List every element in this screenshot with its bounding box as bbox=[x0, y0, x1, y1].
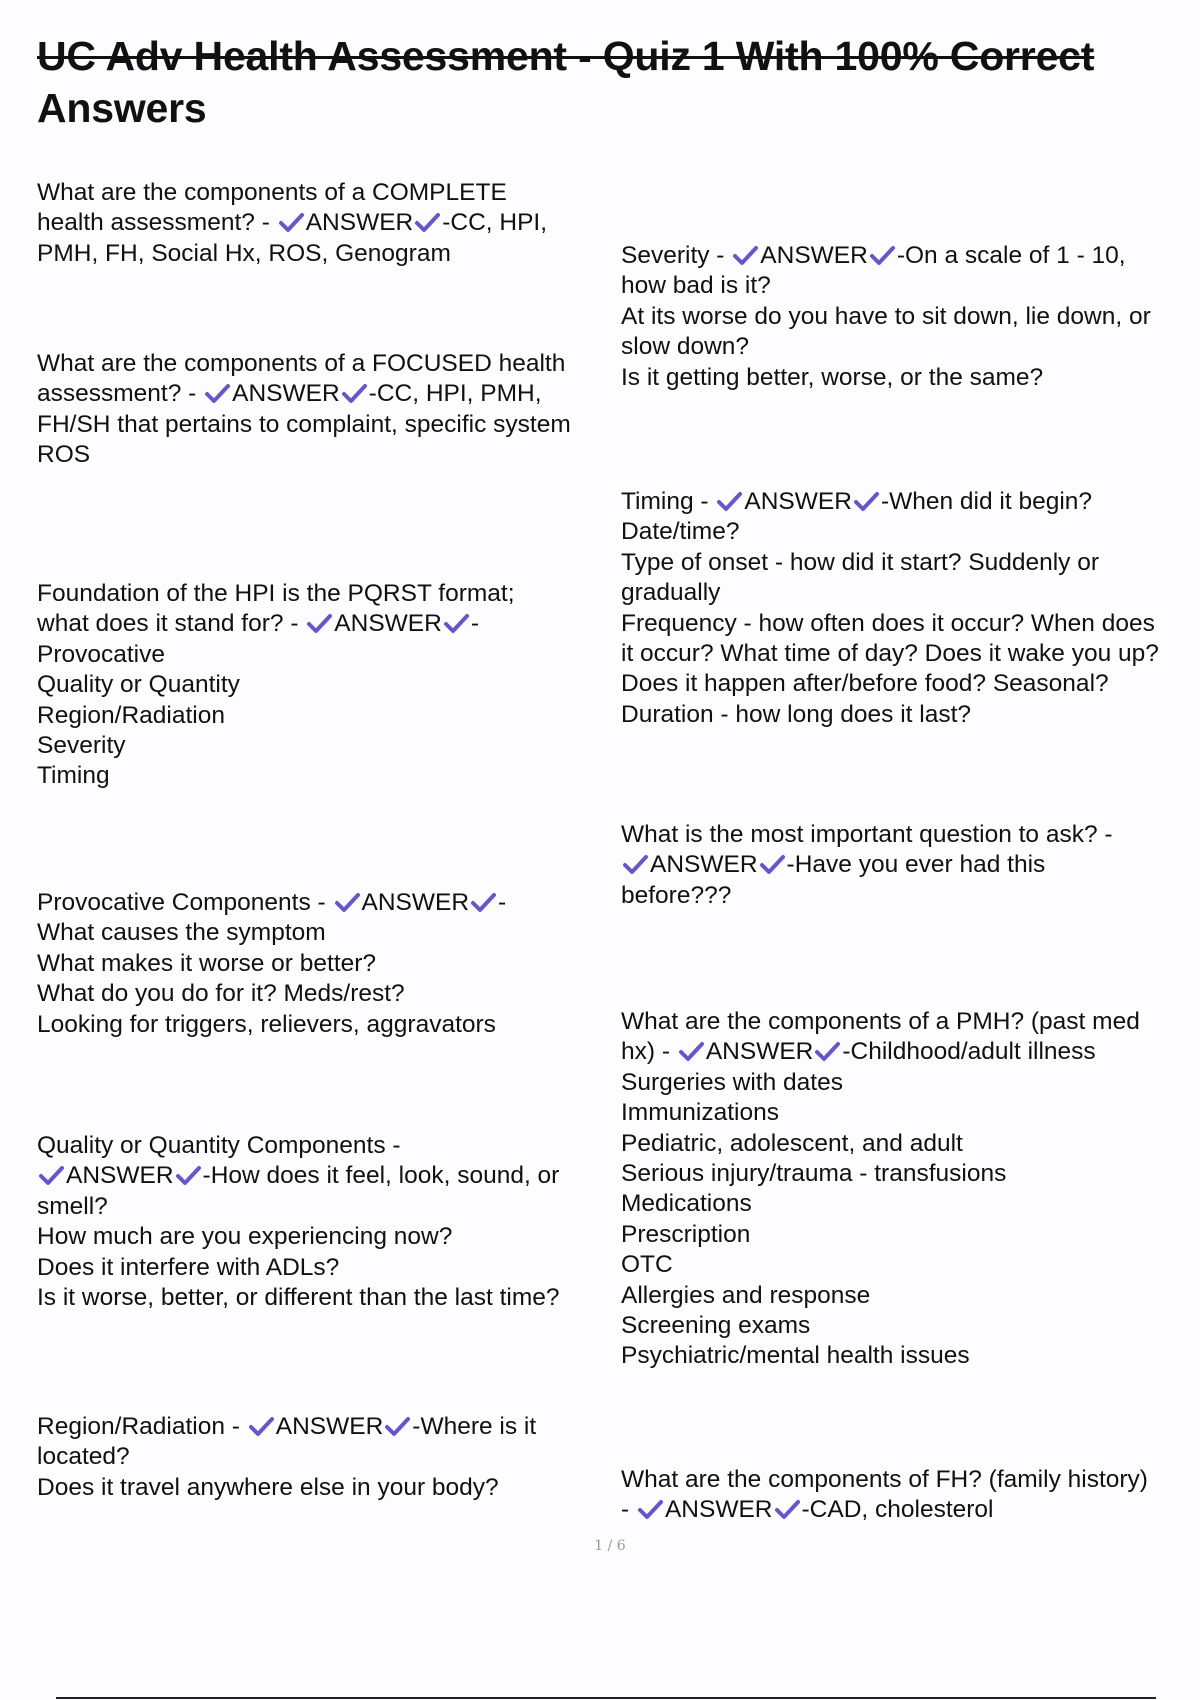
title-line-1: UC Adv Health Assessment - Quiz 1 With 100% Correct bbox=[37, 33, 1095, 79]
text-line bbox=[37, 609, 612, 639]
answer-label: ANSWER bbox=[305, 209, 414, 237]
text-line: Is it getting better, worse, or the same? bbox=[621, 363, 1044, 391]
text-line bbox=[37, 208, 612, 238]
text-line bbox=[621, 1037, 1200, 1067]
check-mark-icon bbox=[637, 1498, 664, 1520]
text-line: Does it travel anywhere else in your body? bbox=[37, 1473, 499, 1501]
qa-pmh-components bbox=[621, 1007, 1200, 1372]
text-line: Prescription bbox=[621, 1220, 751, 1248]
text-line: Does it interfere with ADLs? bbox=[37, 1253, 340, 1281]
text-line: smell? bbox=[37, 1192, 108, 1220]
text-line: Date/time? bbox=[621, 518, 740, 546]
text-line: Duration - how long does it last? bbox=[621, 700, 971, 728]
answer-text: -CC, HPI, bbox=[442, 209, 548, 237]
answer-text: -When did it begin? bbox=[880, 488, 1093, 515]
text-line: Type of onset - how did it start? Suddenly or bbox=[621, 548, 1100, 576]
question-text: hx) - bbox=[621, 1038, 677, 1066]
check-mark-icon bbox=[278, 211, 305, 233]
check-mark-icon bbox=[732, 244, 759, 266]
check-mark-icon bbox=[853, 490, 880, 512]
answer-text: -CAD, cholesterol bbox=[801, 1496, 994, 1524]
answer-label: ANSWER bbox=[334, 610, 442, 638]
check-mark-icon bbox=[384, 1415, 411, 1437]
answer-label: ANSWER bbox=[275, 1413, 384, 1440]
text-line bbox=[621, 850, 1200, 880]
check-mark-icon bbox=[869, 244, 896, 266]
answer-text: -How does it feel, look, sound, or bbox=[202, 1162, 560, 1190]
text-line: Looking for triggers, relievers, aggravators bbox=[37, 1010, 496, 1038]
text-line: Serious injury/trauma - transfusions bbox=[621, 1160, 1007, 1188]
text-line bbox=[621, 241, 1200, 271]
answer-text: -Where is it bbox=[412, 1413, 537, 1440]
text-line: located? bbox=[37, 1443, 130, 1471]
check-mark-icon bbox=[414, 211, 441, 233]
check-mark-icon bbox=[204, 382, 231, 404]
question-text: Region/Radiation - bbox=[37, 1413, 247, 1440]
qa-fh-components bbox=[621, 1465, 1200, 1526]
text-line: How much are you experiencing now? bbox=[37, 1223, 453, 1251]
answer-text: -On a scale of 1 - 10, bbox=[896, 242, 1126, 269]
text-line: Provocative bbox=[37, 640, 166, 668]
text-line: Allergies and response bbox=[621, 1281, 871, 1309]
text-line: Is it worse, better, or different than the last time? bbox=[37, 1284, 560, 1312]
check-mark-icon bbox=[248, 1415, 275, 1437]
text-line: What are the components of a FOCUSED health bbox=[37, 350, 566, 377]
qa-most-important-question bbox=[621, 820, 1200, 911]
qa-provocative-components bbox=[37, 888, 612, 1040]
text-line: PMH, FH, Social Hx, ROS, Genogram bbox=[37, 239, 451, 267]
qa-severity bbox=[621, 241, 1200, 393]
text-line: Psychiatric/mental health issues bbox=[621, 1342, 970, 1370]
text-line: Frequency - how often does it occur? When does bbox=[621, 609, 1155, 637]
check-mark-icon bbox=[38, 1164, 65, 1186]
text-line: Does it happen after/before food? Seasonal? bbox=[621, 670, 1109, 698]
check-mark-icon bbox=[470, 891, 497, 913]
text-line: What are the components of a PMH? (past med bbox=[621, 1008, 1140, 1035]
answer-text: -Have you ever had this bbox=[786, 851, 1046, 879]
answer-label: ANSWER bbox=[66, 1162, 174, 1190]
answer-text: - bbox=[498, 889, 507, 916]
text-line: how bad is it? bbox=[621, 272, 771, 300]
check-mark-icon bbox=[443, 612, 470, 634]
text-line: Immunizations bbox=[621, 1099, 779, 1127]
page-divider bbox=[56, 1697, 1156, 1699]
question-text: assessment? - bbox=[37, 380, 204, 408]
text-line: gradually bbox=[621, 579, 721, 607]
check-mark-icon bbox=[334, 891, 361, 913]
check-mark-icon bbox=[759, 853, 786, 875]
check-mark-icon bbox=[622, 853, 649, 875]
answer-text: - bbox=[470, 610, 479, 638]
qa-complete-assessment bbox=[37, 178, 612, 269]
text-line bbox=[37, 1161, 612, 1191]
check-mark-icon bbox=[306, 612, 333, 634]
answer-label: ANSWER bbox=[650, 851, 758, 879]
answer-label: ANSWER bbox=[760, 242, 868, 269]
check-mark-icon bbox=[774, 1498, 801, 1520]
qa-pqrst-format bbox=[37, 579, 612, 792]
text-line: What are the components of a COMPLETE bbox=[37, 179, 507, 206]
text-line: Quality or Quantity bbox=[37, 671, 240, 699]
text-line: Region/Radiation bbox=[37, 701, 225, 729]
answer-text: -CC, HPI, PMH, bbox=[368, 380, 542, 408]
page-number: 1 / 6 bbox=[594, 1538, 626, 1554]
text-line: What causes the symptom bbox=[37, 919, 326, 947]
text-line: Severity bbox=[37, 732, 126, 760]
check-mark-icon bbox=[814, 1040, 841, 1062]
text-line bbox=[621, 1495, 1200, 1525]
question-text: health assessment? - bbox=[37, 209, 277, 237]
text-line: Pediatric, adolescent, and adult bbox=[621, 1129, 963, 1157]
text-line: What is the most important question to ask? - bbox=[621, 821, 1113, 848]
text-line bbox=[37, 379, 612, 409]
qa-timing bbox=[621, 487, 1200, 730]
qa-focused-assessment bbox=[37, 349, 612, 471]
text-line: OTC bbox=[621, 1251, 673, 1279]
answer-label: ANSWER bbox=[232, 380, 340, 408]
answer-label: ANSWER bbox=[705, 1038, 814, 1066]
qa-region-radiation bbox=[37, 1412, 612, 1503]
answer-label: ANSWER bbox=[744, 488, 852, 515]
text-line: Timing bbox=[37, 762, 110, 790]
question-text: what does it stand for? - bbox=[37, 610, 306, 638]
text-line: before??? bbox=[621, 881, 732, 909]
question-text: Severity - bbox=[621, 242, 732, 269]
text-line: slow down? bbox=[621, 333, 750, 361]
answer-label: ANSWER bbox=[361, 889, 470, 916]
check-mark-icon bbox=[716, 490, 743, 512]
title-line-2: Answers bbox=[37, 85, 207, 131]
text-line: Screening exams bbox=[621, 1312, 811, 1340]
question-text: Provocative Components - bbox=[37, 889, 333, 916]
text-line bbox=[37, 888, 612, 918]
question-text: - bbox=[621, 1496, 636, 1524]
check-mark-icon bbox=[175, 1164, 202, 1186]
text-line: What are the components of FH? (family history) bbox=[621, 1466, 1148, 1493]
check-mark-icon bbox=[341, 382, 368, 404]
check-mark-icon bbox=[678, 1040, 705, 1062]
question-text: Timing - bbox=[621, 488, 716, 515]
text-line: At its worse do you have to sit down, lie down, or bbox=[621, 302, 1151, 330]
qa-quality-quantity-components bbox=[37, 1131, 612, 1313]
text-line: What do you do for it? Meds/rest? bbox=[37, 980, 405, 1008]
answer-text: -Childhood/adult illness bbox=[842, 1038, 1096, 1066]
text-line: Quality or Quantity Components - bbox=[37, 1132, 401, 1159]
text-line: Surgeries with dates bbox=[621, 1068, 843, 1096]
document-title bbox=[37, 30, 1197, 134]
text-line: Medications bbox=[621, 1190, 752, 1218]
text-line bbox=[37, 1412, 612, 1442]
text-line: What makes it worse or better? bbox=[37, 949, 377, 977]
text-line bbox=[621, 487, 1200, 517]
answer-label: ANSWER bbox=[664, 1496, 773, 1524]
text-line: it occur? What time of day? Does it wake you up? bbox=[621, 640, 1159, 668]
text-line: FH/SH that pertains to complaint, specific system bbox=[37, 410, 571, 438]
text-line: Foundation of the HPI is the PQRST format; bbox=[37, 580, 515, 607]
text-line: ROS bbox=[37, 441, 91, 469]
